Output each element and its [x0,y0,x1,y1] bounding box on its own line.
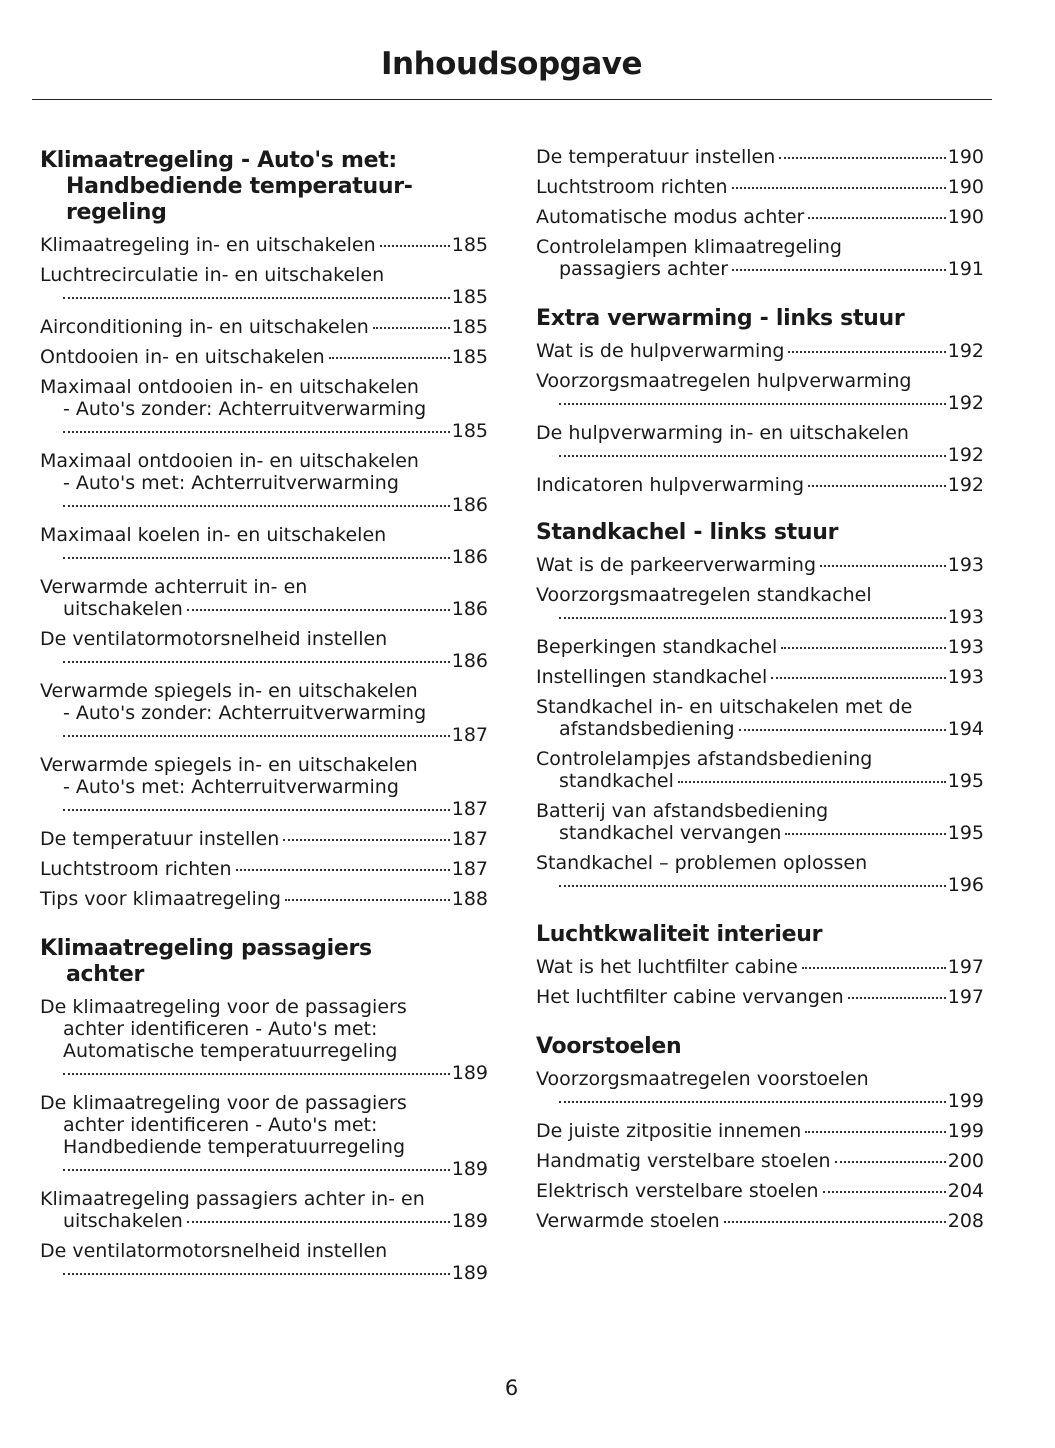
entry-title-line: Instellingen standkachel [536,666,768,688]
toc-entry[interactable] [536,666,984,688]
section-heading-line: Extra verwarming - links stuur [536,306,905,331]
entry-page-number: 189 [451,1262,488,1284]
toc-entry[interactable] [536,1180,984,1202]
dot-leader [785,833,945,835]
entry-page-number: 190 [947,176,984,198]
section-heading-line: Luchtkwaliteit interieur [536,922,823,947]
entry-page-number: 193 [947,666,984,688]
section-heading-line: Klimaatregeling passagiers [40,936,372,961]
entry-title-line: Voorzorgsmaatregelen voorstoelen [536,1068,869,1090]
entry-page-number: 187 [451,828,488,850]
entry-last-line [536,606,984,628]
dot-leader [63,431,450,433]
entry-last-line [536,956,984,978]
entry-title-line: Klimaatregeling in- en uitschakelen [40,234,376,256]
entry-last-line [40,494,488,516]
entry-last-line [536,636,984,658]
toc-entry[interactable] [40,1188,488,1232]
toc-section [40,936,488,1284]
entry-page-number: 196 [947,874,984,896]
toc-entry[interactable] [536,986,984,1008]
toc-entry[interactable] [40,346,488,368]
entry-last-line [536,874,984,896]
entry-page-number: 185 [451,316,488,338]
entry-title-line: Klimaatregeling passagiers achter in- en [40,1188,425,1210]
dot-leader [732,187,946,189]
dot-leader [808,217,945,219]
entry-page-number: 189 [451,1062,488,1084]
entry-title-line: Elektrisch verstelbare stoelen [536,1180,819,1202]
toc-entry[interactable] [536,696,984,740]
toc-entry[interactable] [536,340,984,362]
toc-section [536,1034,984,1232]
dot-leader [236,869,450,871]
section-heading [536,922,984,948]
dot-leader [808,485,946,487]
toc-section [40,148,488,910]
entry-title-line: achter identificeren - Auto's met: [63,1018,378,1040]
entry-page-number: 191 [947,258,984,280]
toc-entry[interactable] [40,524,488,568]
page-title: Inhoudsopgave [380,46,642,82]
entry-page-number: 186 [451,598,488,620]
entry-page-number: 208 [947,1210,984,1232]
entry-title-line: Luchtstroom richten [536,176,728,198]
dot-leader [559,403,946,405]
entry-last-line [536,258,984,280]
entry-page-number: 195 [947,770,984,792]
entry-title-line: De juiste zitpositie innemen [536,1120,802,1142]
dot-leader [559,455,946,457]
dot-leader [329,357,450,359]
toc-entry[interactable] [536,146,984,168]
entry-title-line: passagiers achter [559,258,729,280]
entry-page-number: 185 [451,420,488,442]
entry-page-number: 193 [947,606,984,628]
entry-title-line: Verwarmde spiegels in- en uitschakelen [40,754,418,776]
entry-last-line [536,340,984,362]
entry-last-line [40,798,488,820]
entry-page-number: 193 [947,554,984,576]
entry-title-line: Handbediende temperatuurregeling [63,1136,405,1158]
entry-last-line [40,316,488,338]
dot-leader [678,781,946,783]
entry-last-line [536,206,984,228]
dot-leader [63,557,450,559]
toc-entry[interactable] [40,1240,488,1284]
entry-title-line: De klimaatregeling voor de passagiers [40,996,407,1018]
entry-page-number: 192 [947,392,984,414]
toc-entry[interactable] [40,450,488,516]
entry-page-number: 192 [947,340,984,362]
entry-title-line: Verwarmde stoelen [536,1210,720,1232]
entry-last-line [536,444,984,466]
entry-last-line [536,666,984,688]
dot-leader [63,1073,450,1075]
entry-last-line [40,724,488,746]
entry-page-number: 185 [451,234,488,256]
entry-title-line: Beperkingen standkachel [536,636,778,658]
toc-entry[interactable] [40,628,488,672]
toc-entry[interactable] [40,828,488,850]
entry-page-number: 186 [451,494,488,516]
entry-page-number: 204 [947,1180,984,1202]
entry-title-line: afstandsbediening [559,718,735,740]
entry-title-line: Luchtrecirculatie in- en uitschakelen [40,264,385,286]
dot-leader [187,609,450,611]
entry-page-number: 189 [451,1158,488,1180]
entry-page-number: 200 [947,1150,984,1172]
entry-title-line: Standkachel in- en uitschakelen met de [536,696,913,718]
entry-title-line: Standkachel – problemen oplossen [536,852,868,874]
entry-title-line: - Auto's met: Achterruitverwarming [63,472,399,494]
entry-last-line [40,1158,488,1180]
toc-entry[interactable] [40,1092,488,1180]
entry-page-number: 187 [451,798,488,820]
dot-leader [63,1273,450,1275]
entry-page-number: 186 [451,546,488,568]
entry-last-line [40,346,488,368]
dot-leader [788,351,945,353]
dot-leader [724,1221,946,1223]
dot-leader [285,899,450,901]
entry-last-line [536,1090,984,1112]
entry-title-line: - Auto's zonder: Achterruitverwarming [63,398,427,420]
toc-section [536,922,984,1008]
entry-title-line: uitschakelen [63,598,183,620]
dot-leader [779,157,945,159]
entry-last-line [536,1210,984,1232]
entry-last-line [536,822,984,844]
page-number: 6 [504,1376,519,1400]
dot-leader [63,505,450,507]
entry-title-line: Batterij van afstandsbediening [536,800,829,822]
entry-title-line: achter identificeren - Auto's met: [63,1114,378,1136]
dot-leader [559,885,946,887]
entry-title-line: Airconditioning in- en uitschakelen [40,316,369,338]
entry-title-line: standkachel vervangen [559,822,782,844]
entry-title-line: Wat is de parkeerverwarming [536,554,817,576]
dot-leader [732,269,946,271]
toc-entry[interactable] [40,264,488,308]
section-heading [40,148,488,226]
entry-last-line [40,420,488,442]
toc-entry[interactable] [536,236,984,280]
entry-title-line: - Auto's met: Achterruitverwarming [63,776,399,798]
entry-title-line: Indicatoren hulpverwarming [536,474,805,496]
entry-last-line [536,986,984,1008]
toc-entry[interactable] [536,474,984,496]
entry-title-line: De ventilatormotorsnelheid instellen [40,628,388,650]
entry-page-number: 195 [947,822,984,844]
entry-title-line: Tips voor klimaatregeling [40,888,281,910]
toc-entry[interactable] [536,1150,984,1172]
toc-entry[interactable] [536,636,984,658]
dot-leader [63,1169,450,1171]
toc-section [536,146,984,280]
toc-entry[interactable] [536,800,984,844]
section-heading-line: Klimaatregeling - Auto's met: [40,148,397,173]
entry-page-number: 187 [451,858,488,880]
toc-section [536,520,984,896]
section-heading-line: Handbediende temperatuur- [66,174,413,199]
section-heading [536,306,984,332]
entry-title-line: De temperatuur instellen [40,828,280,850]
entry-title-line: Automatische modus achter [536,206,805,228]
entry-title-line: - Auto's zonder: Achterruitverwarming [63,702,427,724]
section-heading [536,520,984,546]
entry-last-line [536,392,984,414]
entry-page-number: 194 [947,718,984,740]
toc-entry[interactable] [40,576,488,620]
toc-entry[interactable] [40,234,488,256]
dot-leader [771,677,945,679]
entry-page-number: 193 [947,636,984,658]
entry-last-line [536,1120,984,1142]
entry-title-line: uitschakelen [63,1210,183,1232]
entry-title-line: Wat is het luchtfilter cabine [536,956,798,978]
entry-page-number: 199 [947,1120,984,1142]
toc-entry[interactable] [536,1120,984,1142]
entry-page-number: 185 [451,346,488,368]
dot-leader [835,1161,946,1163]
entry-title-line: Wat is de hulpverwarming [536,340,785,362]
dot-leader [187,1221,450,1223]
toc-right-column [536,146,984,1258]
toc-entry[interactable] [40,316,488,338]
entry-page-number: 192 [947,474,984,496]
entry-page-number: 197 [947,986,984,1008]
section-heading [40,936,488,988]
dot-leader [823,1191,946,1193]
entry-page-number: 186 [451,650,488,672]
entry-last-line [40,650,488,672]
dot-leader [63,661,450,663]
section-heading [536,1034,984,1060]
entry-title-line: De temperatuur instellen [536,146,776,168]
entry-title-line: Luchtstroom richten [40,858,232,880]
entry-title-line: De hulpverwarming in- en uitschakelen [536,422,909,444]
dot-leader [739,729,946,731]
toc-entry[interactable] [536,422,984,466]
entry-title-line: Maximaal ontdooien in- en uitschakelen [40,450,419,472]
dot-leader [283,839,449,841]
toc-entry[interactable] [536,1210,984,1232]
entry-last-line [536,718,984,740]
toc-section [536,306,984,496]
section-heading-line: Standkachel - links stuur [536,520,839,545]
dot-leader [63,735,450,737]
entry-last-line [536,146,984,168]
toc-entry[interactable] [536,748,984,792]
toc-entry[interactable] [536,176,984,198]
entry-page-number: 190 [947,206,984,228]
entry-title-line: Handmatig verstelbare stoelen [536,1150,831,1172]
dot-leader [802,967,946,969]
entry-title-line: Verwarmde spiegels in- en uitschakelen [40,680,418,702]
entry-last-line [536,770,984,792]
dot-leader [380,245,450,247]
entry-title-line: De klimaatregeling voor de passagiers [40,1092,407,1114]
entry-last-line [40,598,488,620]
dot-leader [559,1101,946,1103]
dot-leader [373,327,450,329]
dot-leader [805,1131,945,1133]
toc-entry[interactable] [40,376,488,442]
entry-title-line: Controlelampen klimaatregeling [536,236,842,258]
entry-last-line [536,1150,984,1172]
entry-last-line [536,176,984,198]
toc-entry[interactable] [536,554,984,576]
dot-leader [63,809,450,811]
toc-entry[interactable] [40,680,488,746]
entry-last-line [40,546,488,568]
dot-leader [63,297,450,299]
entry-page-number: 189 [451,1210,488,1232]
section-heading-line: Voorstoelen [536,1034,682,1059]
entry-page-number: 192 [947,444,984,466]
toc-entry[interactable] [536,370,984,414]
entry-page-number: 187 [451,724,488,746]
entry-title-line: Maximaal koelen in- en uitschakelen [40,524,387,546]
dot-leader [559,617,946,619]
entry-title-line: Automatische temperatuurregeling [63,1040,398,1062]
section-heading-line: achter [66,962,145,987]
entry-last-line [40,1262,488,1284]
toc-entry[interactable] [40,888,488,910]
toc-entry[interactable] [536,1068,984,1112]
entry-last-line [40,286,488,308]
toc-entry[interactable] [536,852,984,896]
dot-leader [848,997,946,999]
entry-last-line [40,234,488,256]
entry-last-line [40,828,488,850]
entry-title-line: De ventilatormotorsnelheid instellen [40,1240,388,1262]
toc-entry[interactable] [40,858,488,880]
section-heading-line: regeling [66,200,167,225]
toc-entry[interactable] [536,584,984,628]
entry-title-line: Het luchtfilter cabine vervangen [536,986,844,1008]
entry-title-line: Voorzorgsmaatregelen hulpverwarming [536,370,912,392]
entry-title-line: standkachel [559,770,674,792]
entry-page-number: 197 [947,956,984,978]
entry-last-line [40,858,488,880]
entry-page-number: 185 [451,286,488,308]
entry-page-number: 188 [451,888,488,910]
entry-last-line [536,474,984,496]
entry-page-number: 190 [947,146,984,168]
toc-entry[interactable] [536,956,984,978]
toc-entry[interactable] [536,206,984,228]
dot-leader [820,565,946,567]
entry-title-line: Ontdooien in- en uitschakelen [40,346,325,368]
entry-last-line [536,1180,984,1202]
toc-entry[interactable] [40,754,488,820]
entry-page-number: 199 [947,1090,984,1112]
entry-title-line: Voorzorgsmaatregelen standkachel [536,584,872,606]
entry-title-line: Controlelampjes afstandsbediening [536,748,873,770]
toc-entry[interactable] [40,996,488,1084]
entry-last-line [40,888,488,910]
entry-last-line [40,1062,488,1084]
toc-left-column [40,148,488,1310]
entry-last-line [40,1210,488,1232]
title-divider [32,99,992,100]
dot-leader [781,647,945,649]
entry-title-line: Maximaal ontdooien in- en uitschakelen [40,376,419,398]
entry-title-line: Verwarmde achterruit in- en [40,576,308,598]
entry-last-line [536,554,984,576]
